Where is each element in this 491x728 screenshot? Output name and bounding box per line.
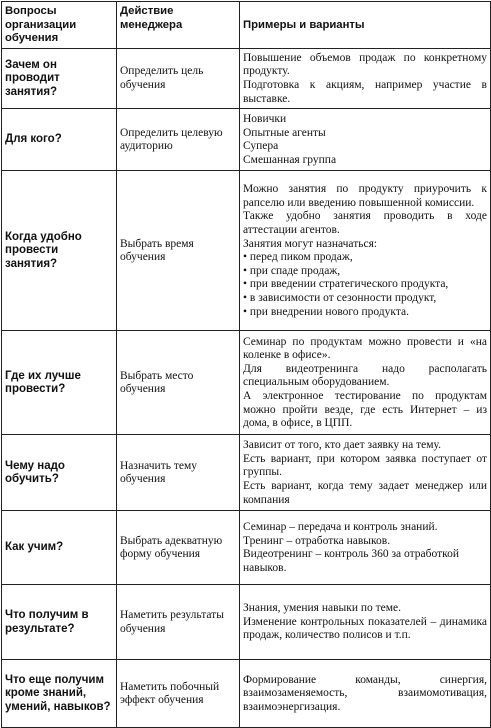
table-row bbox=[2, 171, 491, 331]
example-line: Смешанная группа bbox=[243, 153, 337, 166]
action-cell: Выбрать адекватную форму обучения bbox=[117, 511, 240, 585]
header-questions: Вопросы организации обучения bbox=[2, 2, 117, 49]
example-line: Формирование команды, синергия, взаимозаменяемость, взаимомотивация, взаимоэнергизация. bbox=[243, 673, 487, 713]
example-line: Семинар по продуктам можно провести и «на коленке в офисе». bbox=[243, 335, 487, 362]
action-cell: Выбрать место обучения bbox=[117, 331, 240, 435]
example-line: Видеотренинг – контроль 360 за отработкой навыков. bbox=[243, 548, 460, 574]
question-cell: Когда удобно провести занятия? bbox=[2, 171, 117, 331]
examples-cell bbox=[240, 331, 491, 435]
question-cell: Что получим в результате? bbox=[2, 585, 117, 660]
table-row bbox=[2, 511, 491, 585]
example-line: Есть вариант, когда тему задает менеджер или компания bbox=[243, 479, 487, 506]
example-line: Занятия могут назначаться: bbox=[243, 237, 378, 250]
action-cell: Определить целевую аудиторию bbox=[117, 109, 240, 171]
table-row bbox=[2, 660, 491, 728]
question-cell: Чему надо обучить? bbox=[2, 435, 117, 511]
training-organization-table bbox=[1, 1, 491, 728]
example-line: Изменение контрольных показателей – динамика продаж, количество полисов и т.п. bbox=[243, 615, 487, 642]
question-cell: Для кого? bbox=[2, 109, 117, 171]
question-cell: Что еще получим кроме знаний, умений, навыков? bbox=[2, 660, 117, 728]
example-line: Опытные агенты bbox=[243, 126, 326, 139]
example-line: Также удобно занятия проводить в ходе аттестации агентов. bbox=[243, 210, 487, 236]
examples-cell bbox=[240, 585, 491, 660]
example-line: А электронное тестирование по продуктам можно пройти везде, где есть Интернет – из дома, в офисе, в ЦПП. bbox=[243, 389, 487, 430]
example-line: Зависит от того, кто дает заявку на тему. bbox=[243, 439, 441, 452]
examples-cell bbox=[240, 511, 491, 585]
examples-cell bbox=[240, 48, 491, 108]
table-row bbox=[2, 109, 491, 171]
header-manager-action: Действие менеджера bbox=[117, 2, 240, 49]
bullet-item: • при введении стратегического продукта, bbox=[243, 278, 487, 292]
action-cell: Назначить тему обучения bbox=[117, 435, 240, 511]
examples-cell bbox=[240, 435, 491, 511]
example-line: Тренинг – отработка навыков. bbox=[243, 534, 391, 547]
header-examples: Примеры и варианты bbox=[240, 2, 491, 49]
example-line: Супера bbox=[243, 140, 279, 153]
table-row bbox=[2, 435, 491, 511]
question-cell: Как учим? bbox=[2, 511, 117, 585]
examples-cell bbox=[240, 171, 491, 331]
table-header-row bbox=[2, 2, 491, 49]
table-row bbox=[2, 585, 491, 660]
question-cell: Зачем он проводит занятия? bbox=[2, 48, 117, 108]
example-line: Подготовка к акциям, например участие в выставке. bbox=[243, 78, 487, 105]
example-line: Знания, умения навыки по теме. bbox=[243, 602, 402, 615]
examples-cell bbox=[240, 660, 491, 728]
example-line: Есть вариант, при котором заявка поступает от группы. bbox=[243, 452, 487, 479]
bullet-item: • при внедрении нового продукта. bbox=[243, 306, 487, 320]
action-cell: Наметить результаты обучения bbox=[117, 585, 240, 660]
bullet-item: • в зависимости от сезонности продукт, bbox=[243, 292, 487, 306]
bullet-item: • при спаде продаж, bbox=[243, 265, 487, 279]
example-line: Повышение объемов продаж по конкретному продукту. bbox=[243, 51, 487, 78]
example-line: Можно занятия по продукту приурочить к рапселю или введению повышенной комиссии. bbox=[243, 183, 487, 209]
action-cell: Определить цель обучения bbox=[117, 48, 240, 108]
action-cell: Наметить побочный эффект обучения bbox=[117, 660, 240, 728]
bullet-item: • перед пиком продаж, bbox=[243, 251, 487, 265]
table-row bbox=[2, 48, 491, 108]
example-line: Для видеотренинга надо располагать специальным оборудованием. bbox=[243, 362, 487, 389]
action-cell: Выбрать время обучения bbox=[117, 171, 240, 331]
example-line: Новички bbox=[243, 112, 287, 125]
example-line: Семинар – передача и контроль знаний. bbox=[243, 520, 438, 533]
table-row bbox=[2, 331, 491, 435]
question-cell: Где их лучше провести? bbox=[2, 331, 117, 435]
examples-cell bbox=[240, 109, 491, 171]
